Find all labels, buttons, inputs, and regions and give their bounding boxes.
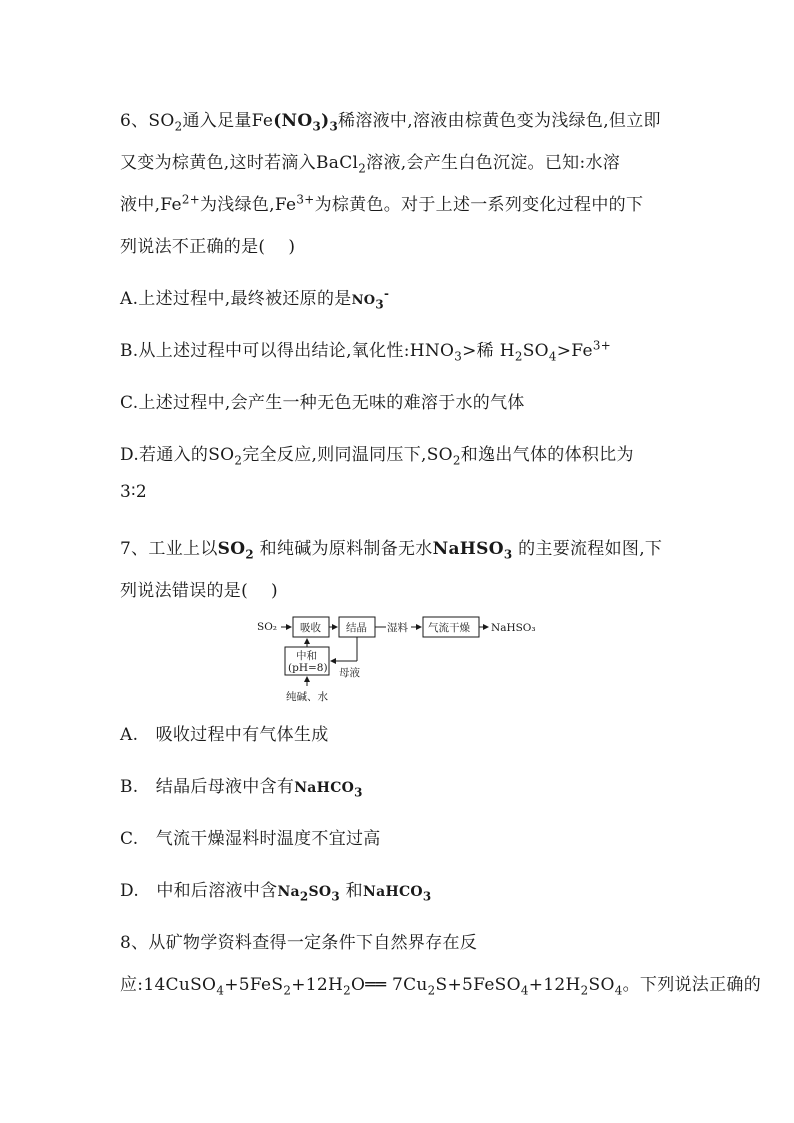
flow-svg bbox=[255, 612, 545, 704]
q7-option-c: C. 气流干燥湿料时温度不宜过高 bbox=[120, 829, 381, 849]
q7-line-2: 列说法错误的是( ) bbox=[120, 581, 278, 601]
q6-option-c: C.上述过程中,会产生一种无色无味的难溶于水的气体 bbox=[120, 393, 525, 413]
q6-option-a: A.上述过程中,最终被还原的是$NO_3^-$ bbox=[120, 286, 390, 312]
flow-dry-label: 气流干燥 bbox=[428, 622, 470, 634]
q6-option-d: D.若通入的$SO_2$完全反应,则同温同压下$,SO_2$和逸出气体的体积比为 bbox=[120, 445, 634, 468]
q6-line-1: 6、$SO_2$通入足量$Fe(NO_3)_3$稀溶液中,溶液由棕黄色变为浅绿色,但立即 bbox=[120, 111, 661, 134]
q6-line-3: 液中$,Fe^{2+}$为浅绿色$,Fe^{3+}$为棕黄色。对于上述一系列变化过程中的下 bbox=[120, 192, 644, 215]
flow-mother-label: 母液 bbox=[339, 667, 360, 679]
q8-line-2: 应$:14CuSO_4+5FeS_2+12H_2O══$ $7Cu_2S+5FeSO_4+12H_2SO_4$。下列说法正确的 bbox=[120, 975, 761, 998]
q7-option-d: D. 中和后溶液中含$Na_2SO_3$ 和NaHCO$_3$ bbox=[120, 881, 432, 904]
q6-option-d-cont: 3∶2 bbox=[120, 482, 147, 502]
flow-absorb-label: 吸收 bbox=[300, 622, 321, 634]
flow-wet-label: 湿料 bbox=[387, 622, 408, 634]
flow-neutral-ph: (pH=8) bbox=[288, 662, 328, 674]
q8-line-1: 8、从矿物学资料查得一定条件下自然界存在反 bbox=[120, 933, 478, 953]
q6-option-b: B.从上述过程中可以得出结论,氧化性$:HNO_3>$稀 $H_2SO_4>Fe^{3+}$ bbox=[120, 338, 611, 364]
q7-option-a: A. 吸收过程中有气体生成 bbox=[120, 725, 329, 745]
flow-crystal-label: 结晶 bbox=[346, 622, 367, 634]
flow-so2-label: SO₂ bbox=[257, 621, 278, 633]
q7-option-b: B. 结晶后母液中含有NaHCO$_3$ bbox=[120, 777, 363, 800]
q6-line-2: 又变为棕黄色,这时若滴入BaCl$_2$溶液,会产生白色沉淀。已知:水溶 bbox=[120, 153, 621, 176]
flow-neutral-label: 中和 bbox=[296, 650, 317, 662]
q7-line-1: 7、工业上以$SO_2$ 和纯碱为原料制备无水NaHSO$_3$ 的主要流程如图,下 bbox=[120, 539, 663, 562]
q6-line-4: 列说法不正确的是( ) bbox=[120, 237, 296, 257]
process-flow-diagram bbox=[255, 612, 545, 704]
flow-feed-label: 纯碱、水 bbox=[286, 691, 328, 703]
flow-product-label: NaHSO₃ bbox=[491, 622, 536, 634]
